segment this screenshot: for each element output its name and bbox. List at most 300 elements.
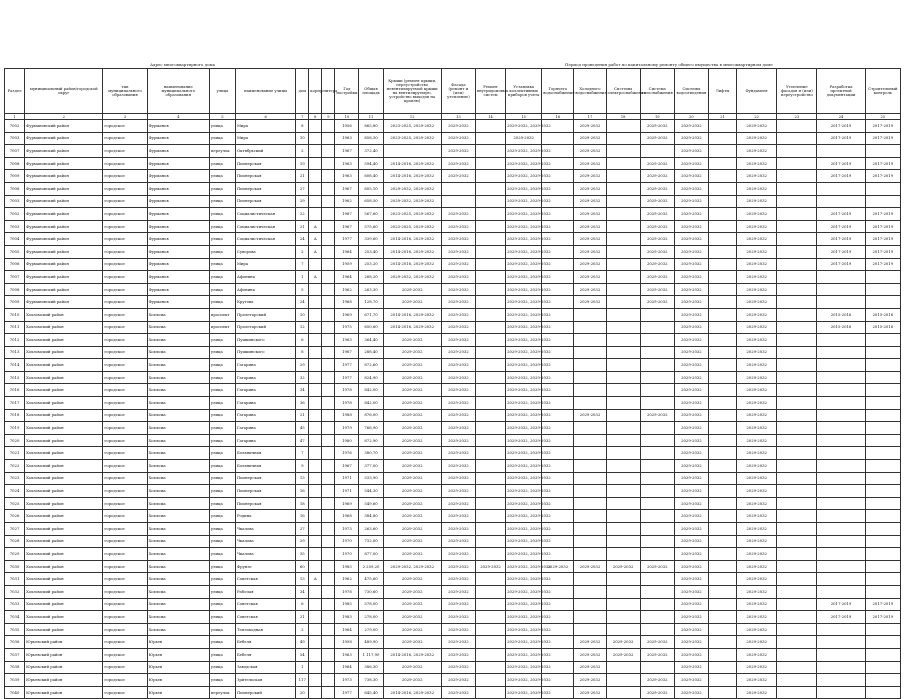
table-cell bbox=[817, 182, 865, 195]
table-cell: Хохломский район bbox=[25, 548, 103, 561]
table-cell: Суворова bbox=[235, 245, 295, 258]
table-cell bbox=[606, 334, 640, 347]
table-cell: городское bbox=[103, 523, 147, 536]
table-cell: 645,40 bbox=[359, 686, 383, 699]
table-cell: 1963 bbox=[335, 132, 359, 145]
table-cell: 2029-2032 bbox=[737, 560, 777, 573]
table-cell bbox=[640, 422, 674, 435]
table-cell: Фурманов bbox=[147, 283, 209, 296]
table-cell: Юрьев bbox=[147, 648, 209, 661]
table-cell bbox=[475, 182, 505, 195]
table-cell: 2029-2032, 2029-2032 bbox=[506, 308, 542, 321]
column-number: 14 bbox=[475, 114, 505, 120]
table-cell: 2029-2032 bbox=[383, 447, 441, 460]
table-cell: городское bbox=[103, 686, 147, 699]
table-cell bbox=[817, 535, 865, 548]
table-row bbox=[5, 283, 901, 296]
table-cell bbox=[777, 611, 817, 624]
table-cell: городское bbox=[103, 623, 147, 636]
table-cell: 2029-2032 bbox=[674, 371, 708, 384]
table-cell bbox=[606, 422, 640, 435]
table-cell: 1983 bbox=[335, 611, 359, 624]
table-cell bbox=[606, 611, 640, 624]
table-row bbox=[5, 447, 901, 460]
table-cell: 2029-2032, 2029-2032 bbox=[506, 447, 542, 460]
table-cell bbox=[708, 460, 736, 473]
header-row bbox=[5, 69, 901, 114]
table-cell: Фурмановский район bbox=[25, 132, 103, 145]
table-cell: городское bbox=[103, 296, 147, 309]
table-cell bbox=[309, 170, 322, 183]
table-cell bbox=[708, 271, 736, 284]
table-cell: 7023 bbox=[5, 472, 25, 485]
table-cell bbox=[475, 371, 505, 384]
table-cell: Теплоходная bbox=[235, 623, 295, 636]
table-cell: 2029-2032 bbox=[674, 208, 708, 221]
table-cell bbox=[708, 296, 736, 309]
table-cell: 2029-2032 bbox=[574, 245, 606, 258]
table-cell: 2029-2032 bbox=[674, 283, 708, 296]
table-cell bbox=[708, 283, 736, 296]
table-cell: 877,00 bbox=[359, 548, 383, 561]
table-cell: 2029-2032, 2029-2032 bbox=[506, 220, 542, 233]
table-cell: 2029-2032, 2029-2032 bbox=[383, 195, 441, 208]
table-row bbox=[5, 485, 901, 498]
table-cell: 575,60 bbox=[359, 220, 383, 233]
table-cell: 7010 bbox=[5, 308, 25, 321]
table-cell: 1962 bbox=[335, 573, 359, 586]
table-row bbox=[5, 573, 901, 586]
table-cell: 2029-2032 bbox=[674, 296, 708, 309]
table-cell: 2029-2032 bbox=[674, 258, 708, 271]
table-cell: 2015-2016 bbox=[817, 321, 865, 334]
table-cell: 2029-2032 bbox=[674, 598, 708, 611]
table-cell bbox=[574, 485, 606, 498]
table-cell: городское bbox=[103, 409, 147, 422]
table-cell: городское bbox=[103, 170, 147, 183]
table-cell bbox=[865, 636, 900, 649]
table-cell: Гагарина bbox=[235, 422, 295, 435]
table-cell: Афонина bbox=[235, 271, 295, 284]
table-cell: улица bbox=[209, 510, 235, 523]
table-cell bbox=[322, 686, 335, 699]
table-cell: 1977 bbox=[335, 233, 359, 246]
table-cell: 2029-2032 bbox=[737, 321, 777, 334]
table-cell bbox=[574, 497, 606, 510]
table-cell bbox=[640, 308, 674, 321]
table-cell: 7005 bbox=[5, 245, 25, 258]
table-cell: городское bbox=[103, 334, 147, 347]
table-cell: 2017-2019 bbox=[817, 245, 865, 258]
table-cell bbox=[475, 485, 505, 498]
table-cell: 2017-2019 bbox=[865, 598, 900, 611]
column-header: Раздел bbox=[5, 69, 25, 114]
table-cell: городское bbox=[103, 132, 147, 145]
table-cell bbox=[708, 145, 736, 158]
table-cell bbox=[708, 623, 736, 636]
table-cell: Юрьевский район bbox=[25, 661, 103, 674]
table-cell: улица bbox=[209, 258, 235, 271]
table-cell: 1978 bbox=[335, 585, 359, 598]
table-cell: 7033 bbox=[5, 598, 25, 611]
table-cell bbox=[606, 623, 640, 636]
table-cell: улица bbox=[209, 623, 235, 636]
table-cell: Юрьев bbox=[147, 636, 209, 649]
table-cell bbox=[708, 258, 736, 271]
table-cell: 2029-2032, 2029-2032 bbox=[506, 208, 542, 221]
table-cell: 2015-2016 bbox=[817, 308, 865, 321]
table-cell bbox=[817, 674, 865, 687]
table-cell: Пионерская bbox=[235, 472, 295, 485]
table-cell: 2029-2032 bbox=[506, 132, 542, 145]
table-cell bbox=[606, 585, 640, 598]
table-cell bbox=[708, 585, 736, 598]
table-cell: 2017-2019 bbox=[865, 245, 900, 258]
table-cell: 2029-2032 bbox=[674, 485, 708, 498]
table-cell: 2029-2032 bbox=[674, 422, 708, 435]
table-cell bbox=[322, 157, 335, 170]
table-cell bbox=[322, 434, 335, 447]
table-row bbox=[5, 623, 901, 636]
table-row bbox=[5, 233, 901, 246]
table-cell: улица bbox=[209, 371, 235, 384]
table-cell: улица bbox=[209, 245, 235, 258]
table-cell bbox=[777, 182, 817, 195]
table-cell: улица bbox=[209, 271, 235, 284]
table-cell bbox=[817, 434, 865, 447]
table-cell bbox=[574, 447, 606, 460]
table-cell: городское bbox=[103, 460, 147, 473]
table-cell bbox=[708, 485, 736, 498]
table-cell: Чкалова bbox=[235, 523, 295, 536]
table-cell: 2029-2032, 2029-2032 bbox=[506, 573, 542, 586]
table-cell: Фурмановский район bbox=[25, 157, 103, 170]
table-cell: 2017-2019 bbox=[817, 258, 865, 271]
table-cell: 2029-2032 bbox=[574, 145, 606, 158]
table-cell bbox=[309, 208, 322, 221]
table-cell bbox=[865, 686, 900, 699]
column-header: улица bbox=[209, 69, 235, 114]
table-cell: 27 bbox=[296, 523, 309, 536]
table-cell bbox=[708, 157, 736, 170]
table-cell bbox=[475, 334, 505, 347]
table-cell bbox=[708, 636, 736, 649]
table-cell: А bbox=[309, 220, 322, 233]
table-row bbox=[5, 195, 901, 208]
table-cell: Фурманов bbox=[147, 132, 209, 145]
column-header: Система газоснабжения bbox=[640, 69, 674, 114]
table-cell: 2029-2032, 2029-2032 bbox=[506, 497, 542, 510]
table-cell: 2029-2032, 2029-2032 bbox=[383, 182, 441, 195]
table-cell: 2023-2025, 2029-2032 bbox=[383, 220, 441, 233]
table-cell: 2029-2032 bbox=[674, 220, 708, 233]
table-cell: 268,20 bbox=[359, 271, 383, 284]
table-cell bbox=[777, 271, 817, 284]
table-cell: 2029-2032 bbox=[737, 523, 777, 536]
table-cell: 2029-2032 bbox=[383, 535, 441, 548]
table-cell bbox=[322, 623, 335, 636]
table-cell: городское bbox=[103, 447, 147, 460]
table-cell bbox=[777, 648, 817, 661]
column-number: 12 bbox=[383, 114, 441, 120]
table-cell bbox=[606, 220, 640, 233]
table-cell: улица bbox=[209, 648, 235, 661]
table-cell: 2029-2032 bbox=[737, 573, 777, 586]
table-cell: 2029-2032 bbox=[441, 535, 475, 548]
table-cell: 2029-2032 bbox=[574, 661, 606, 674]
table-cell: 2023-2025, 2029-2032 bbox=[383, 132, 441, 145]
table-cell bbox=[865, 497, 900, 510]
table-cell: 2029-2032 bbox=[383, 674, 441, 687]
table-cell: Хохлома bbox=[147, 611, 209, 624]
table-cell: 2015-2016 bbox=[865, 321, 900, 334]
table-cell: 2017-2019 bbox=[817, 611, 865, 624]
table-cell: 2014-2016, 2029-2032 bbox=[383, 258, 441, 271]
column-header: Горячего водоснабжения bbox=[542, 69, 574, 114]
table-cell: 2029-2032 bbox=[737, 686, 777, 699]
table-cell bbox=[640, 359, 674, 372]
table-cell bbox=[708, 434, 736, 447]
table-cell bbox=[309, 560, 322, 573]
table-cell: 10 bbox=[296, 308, 309, 321]
table-cell bbox=[574, 523, 606, 536]
table-cell bbox=[475, 686, 505, 699]
table-cell: А bbox=[309, 573, 322, 586]
table-cell: 2029-2032 bbox=[737, 598, 777, 611]
table-cell: 2029-2032 bbox=[737, 283, 777, 296]
table-cell: 60 bbox=[296, 560, 309, 573]
table-cell: 2029-2032 bbox=[674, 548, 708, 561]
table-cell bbox=[475, 598, 505, 611]
table-cell: улица bbox=[209, 157, 235, 170]
table-cell: 7029 bbox=[5, 548, 25, 561]
table-cell bbox=[606, 535, 640, 548]
table-cell bbox=[817, 447, 865, 460]
table-cell bbox=[475, 195, 505, 208]
table-cell: А bbox=[309, 245, 322, 258]
table-cell: 2029-2032, 2029-2032 bbox=[506, 145, 542, 158]
table-cell bbox=[640, 548, 674, 561]
table-cell: 2029-2032, 2029-2032 bbox=[506, 535, 542, 548]
table-cell bbox=[309, 132, 322, 145]
table-cell: 2029-2032, 2029-2032 bbox=[506, 346, 542, 359]
table-cell: 7008 bbox=[5, 182, 25, 195]
table-cell bbox=[475, 132, 505, 145]
table-row bbox=[5, 434, 901, 447]
table-cell: 7009 bbox=[5, 170, 25, 183]
table-cell bbox=[817, 497, 865, 510]
table-cell: 2029-2032, 2029-2032 bbox=[383, 271, 441, 284]
table-cell bbox=[777, 409, 817, 422]
table-cell: Хохлома bbox=[147, 447, 209, 460]
table-cell bbox=[322, 208, 335, 221]
table-cell bbox=[640, 371, 674, 384]
table-cell: 2029-2032 bbox=[737, 623, 777, 636]
table-cell: Юрьев bbox=[147, 674, 209, 687]
table-cell bbox=[322, 510, 335, 523]
table-cell: 2029-2032 bbox=[441, 661, 475, 674]
table-cell bbox=[640, 346, 674, 359]
table-cell: 2017-2019 bbox=[865, 258, 900, 271]
table-cell: 2029-2032, 2029-2032 bbox=[506, 371, 542, 384]
table-cell: 2029-2032 bbox=[441, 397, 475, 410]
table-row bbox=[5, 422, 901, 435]
table-cell: 45 bbox=[296, 422, 309, 435]
table-cell: Рабочая bbox=[235, 585, 295, 598]
table-cell bbox=[574, 573, 606, 586]
table-cell bbox=[322, 233, 335, 246]
table-cell: 2029-2032, 2029-2032 bbox=[506, 472, 542, 485]
table-cell: 1978 bbox=[335, 397, 359, 410]
table-cell: Фурмановский район bbox=[25, 245, 103, 258]
table-cell bbox=[777, 346, 817, 359]
table-cell bbox=[322, 598, 335, 611]
table-cell bbox=[309, 535, 322, 548]
table-row bbox=[5, 120, 901, 133]
table-cell: 533,90 bbox=[359, 472, 383, 485]
table-cell bbox=[708, 648, 736, 661]
table-cell: Фурманов bbox=[147, 233, 209, 246]
table-cell: 2029-2032, 2029-2032 bbox=[506, 623, 542, 636]
table-cell bbox=[708, 245, 736, 258]
table-cell: 7036 bbox=[5, 636, 25, 649]
table-cell: 364,40 bbox=[359, 334, 383, 347]
table-cell bbox=[777, 220, 817, 233]
table-cell bbox=[640, 145, 674, 158]
table-cell: 7009 bbox=[5, 296, 25, 309]
table-cell bbox=[322, 560, 335, 573]
table-cell: 2029-2032 bbox=[441, 636, 475, 649]
table-cell: 9 bbox=[296, 460, 309, 473]
table-cell bbox=[322, 523, 335, 536]
table-cell bbox=[817, 384, 865, 397]
table-cell: 1988 bbox=[335, 409, 359, 422]
table-cell: 2014-2016, 2029-2032 bbox=[383, 686, 441, 699]
table-cell: 7032 bbox=[5, 585, 25, 598]
table-cell bbox=[777, 145, 817, 158]
table-row bbox=[5, 384, 901, 397]
table-cell: 7002 bbox=[5, 120, 25, 133]
table-cell: улица bbox=[209, 548, 235, 561]
table-cell: 2029-2032 bbox=[542, 560, 574, 573]
table-cell: 2029-2032, 2029-2032 bbox=[506, 334, 542, 347]
table-cell: Хохломский район bbox=[25, 623, 103, 636]
column-number: 1 bbox=[5, 114, 25, 120]
table-cell: 2029-2032 bbox=[674, 460, 708, 473]
column-number: 25 bbox=[865, 114, 900, 120]
table-cell: 7021 bbox=[5, 447, 25, 460]
table-cell bbox=[309, 648, 322, 661]
table-cell: 2029-2032, 2029-2032 bbox=[506, 485, 542, 498]
table-cell: Фурмановский район bbox=[25, 258, 103, 271]
table-cell: 1962 bbox=[335, 195, 359, 208]
table-cell bbox=[817, 686, 865, 699]
table-cell bbox=[309, 157, 322, 170]
table-cell bbox=[309, 422, 322, 435]
table-cell bbox=[322, 447, 335, 460]
table-cell bbox=[865, 510, 900, 523]
column-header: Системы водоотведения bbox=[674, 69, 708, 114]
table-cell bbox=[777, 623, 817, 636]
table-cell: 2029-2032 bbox=[737, 460, 777, 473]
table-cell: 2029-2032, 2029-2032 bbox=[506, 195, 542, 208]
column-header: дом bbox=[296, 69, 309, 114]
table-cell: 2029-2032 bbox=[674, 636, 708, 649]
table-cell bbox=[574, 308, 606, 321]
table-cell: улица bbox=[209, 573, 235, 586]
table-cell: 2029-2032 bbox=[640, 283, 674, 296]
table-cell: улица bbox=[209, 523, 235, 536]
table-cell bbox=[777, 371, 817, 384]
table-cell bbox=[475, 157, 505, 170]
table-cell bbox=[475, 548, 505, 561]
table-cell: 2017-2019 bbox=[817, 208, 865, 221]
table-cell: Октябрьский bbox=[235, 145, 295, 158]
table-cell: 2029-2032 bbox=[737, 636, 777, 649]
table-cell: 2029-2032, 2029-2032 bbox=[506, 548, 542, 561]
table-cell: Социалистическая bbox=[235, 208, 295, 221]
table-cell: 2029-2032 bbox=[640, 245, 674, 258]
table-cell: 20 bbox=[296, 686, 309, 699]
table-cell: Хохломский район bbox=[25, 321, 103, 334]
table-cell: 2029-2032 bbox=[383, 623, 441, 636]
table-cell bbox=[865, 485, 900, 498]
table-cell: 22 bbox=[296, 208, 309, 221]
table-cell bbox=[309, 283, 322, 296]
table-cell: 2029-2032, 2029-2032 bbox=[506, 674, 542, 687]
table-cell: 2029-2032 bbox=[674, 623, 708, 636]
table-cell: 2029-2032 bbox=[383, 485, 441, 498]
table-cell bbox=[817, 271, 865, 284]
table-row bbox=[5, 523, 901, 536]
table-cell: 2029-2032 bbox=[383, 422, 441, 435]
table-cell: улица bbox=[209, 485, 235, 498]
table-cell bbox=[309, 674, 322, 687]
table-cell: 2029-2032 bbox=[383, 585, 441, 598]
table-cell: 2029-2032 bbox=[640, 157, 674, 170]
table-cell: Хохлома bbox=[147, 371, 209, 384]
table-cell bbox=[708, 182, 736, 195]
table-cell: улица bbox=[209, 585, 235, 598]
table-cell: 16 bbox=[296, 510, 309, 523]
table-cell bbox=[640, 585, 674, 598]
table-cell: Хохломский район bbox=[25, 308, 103, 321]
table-row bbox=[5, 271, 901, 284]
table-cell: 29 bbox=[296, 535, 309, 548]
table-cell bbox=[708, 371, 736, 384]
table-cell: 377,00 bbox=[359, 460, 383, 473]
table-cell: Гагарина bbox=[235, 359, 295, 372]
table-cell: Фурмановский район bbox=[25, 170, 103, 183]
table-cell: 29 bbox=[296, 195, 309, 208]
table-cell: 2029-2032 bbox=[737, 334, 777, 347]
table-cell: 2029-2032 bbox=[383, 497, 441, 510]
table-cell: 2029-2032 bbox=[737, 472, 777, 485]
table-cell: 2029-2032, 2029-2032 bbox=[506, 359, 542, 372]
table-cell: 2029-2032, 2029-2032 bbox=[506, 296, 542, 309]
table-cell: Хохломский район bbox=[25, 359, 103, 372]
table-cell: 2014-2016, 2029-2032 bbox=[383, 233, 441, 246]
table-cell: 732,00 bbox=[359, 535, 383, 548]
table-cell bbox=[708, 523, 736, 536]
table-cell: 2029-2032 bbox=[383, 460, 441, 473]
table-cell: 2029-2032 bbox=[383, 283, 441, 296]
table-cell bbox=[777, 157, 817, 170]
table-cell: 2029-2032 bbox=[640, 220, 674, 233]
table-cell: 253,40 bbox=[359, 245, 383, 258]
table-cell: 1963 bbox=[335, 170, 359, 183]
table-cell: 2 259,20 bbox=[359, 560, 383, 573]
